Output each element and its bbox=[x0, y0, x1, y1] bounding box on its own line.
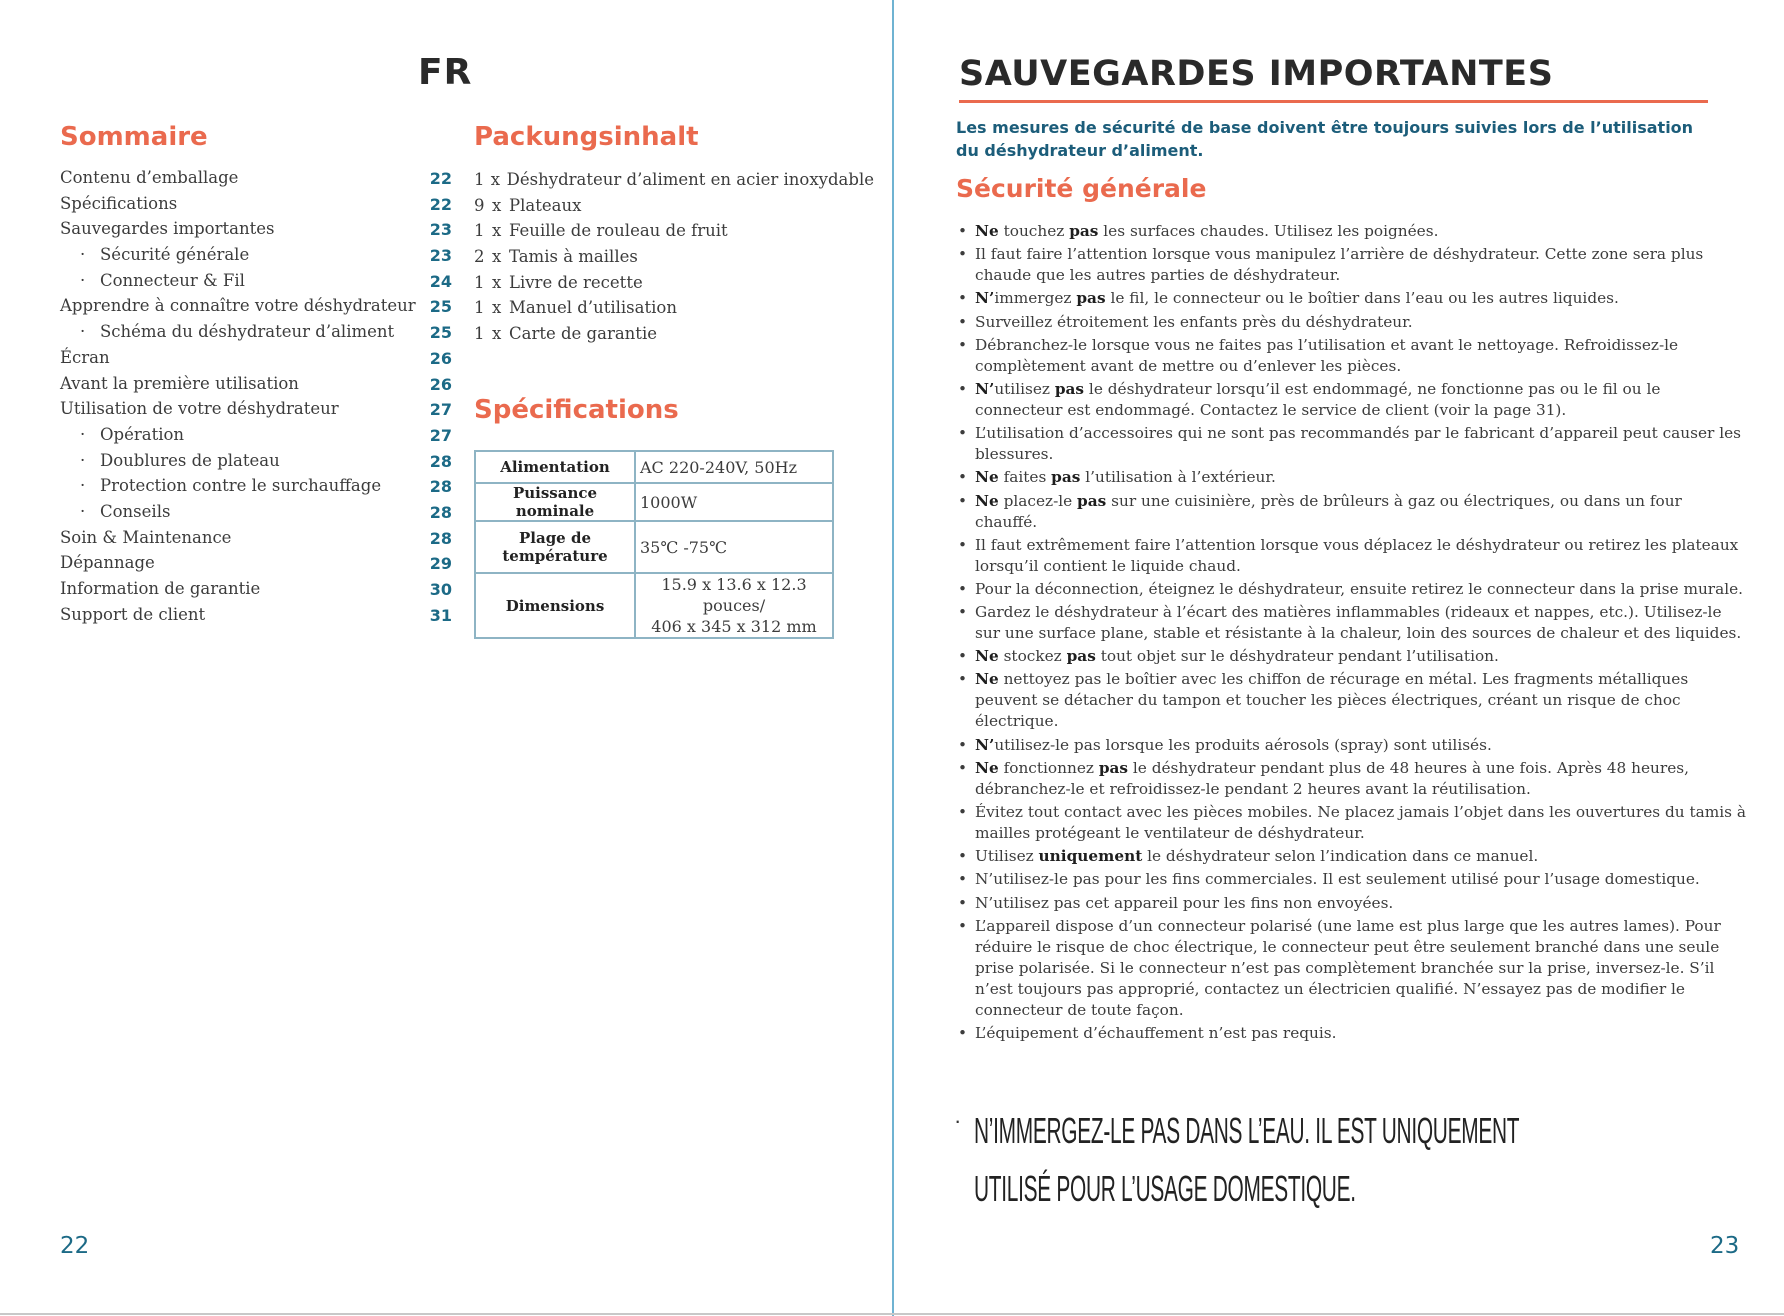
warning-line-2: UTILISÉ POUR L’USAGE DOMESTIQUE. bbox=[974, 1168, 1356, 1209]
emphasis: pas bbox=[1066, 647, 1096, 666]
toc-label: Schéma du déshydrateur d’aliment bbox=[100, 322, 395, 342]
toc-label: Soin & Maintenance bbox=[60, 527, 232, 547]
language-label: FR bbox=[418, 52, 473, 93]
spec-heading: Spécifications bbox=[474, 395, 679, 425]
toc-row bbox=[60, 374, 452, 400]
safety-item bbox=[956, 602, 1746, 644]
spec-key: Dimensions bbox=[475, 573, 635, 638]
toc-page-number: 27 bbox=[429, 425, 452, 445]
pack-item bbox=[474, 273, 874, 299]
list-bullet: • bbox=[958, 735, 968, 754]
spec-value: AC 220-240V, 50Hz bbox=[635, 451, 833, 483]
safety-item bbox=[956, 535, 1746, 577]
safety-item bbox=[956, 467, 1746, 488]
list-bullet: • bbox=[958, 870, 968, 889]
list-bullet: • bbox=[958, 758, 968, 777]
item-text: l’utilisation à l’extérieur. bbox=[1080, 468, 1276, 487]
toc-row bbox=[60, 168, 452, 194]
pack-times: x bbox=[492, 324, 502, 344]
pack-qty: 1 bbox=[474, 272, 485, 292]
item-text: N’utilisez-le pas pour les fins commerciales. Il est seulement utilisé pour l’usage domestique. bbox=[975, 870, 1700, 889]
item-text: immergez bbox=[994, 289, 1077, 308]
item-text: Évitez tout contact avec les pièces mobiles. Ne placez jamais l’objet dans les ouvertures du tamis à mailles protégeant le ventilateur de déshydrateur. bbox=[975, 803, 1746, 842]
spec-value bbox=[635, 573, 833, 638]
pack-label: Manuel d’utilisation bbox=[509, 298, 677, 318]
toc-label: Opération bbox=[100, 424, 185, 444]
toc-label: Sauvegardes importantes bbox=[60, 219, 275, 239]
toc-bullet: · bbox=[80, 424, 86, 444]
intro-text: Les mesures de sécurité de base doivent être toujours suivies lors de l’utilisation du déshydrateur d’aliment. bbox=[956, 118, 1694, 160]
pack-qty: 1 bbox=[474, 324, 485, 344]
toc-bullet: · bbox=[80, 501, 86, 521]
toc-row bbox=[60, 528, 452, 554]
safety-item bbox=[956, 221, 1746, 242]
emphasis: pas bbox=[1069, 222, 1099, 240]
item-text: Il faut faire l’attention lorsque vous manipulez l’arrière de déshydrateur. Cette zone sera plus chaude que les autres parties de déshydrateur. bbox=[975, 245, 1704, 285]
toc-page-number: 27 bbox=[429, 400, 452, 420]
emphasis: Ne bbox=[975, 670, 999, 689]
toc-row bbox=[60, 579, 452, 605]
toc-page-number: 26 bbox=[429, 374, 452, 394]
page-number-right: 23 bbox=[1710, 1233, 1740, 1259]
page-title: SAUVEGARDES IMPORTANTES bbox=[959, 54, 1554, 94]
pack-label: Plateaux bbox=[509, 195, 582, 215]
safety-item bbox=[956, 423, 1746, 465]
pack-label: Feuille de rouleau de fruit bbox=[509, 221, 728, 241]
list-bullet: • bbox=[958, 335, 968, 354]
pack-times: x bbox=[492, 298, 502, 318]
toc-row bbox=[60, 194, 452, 220]
spec-key: Alimentation bbox=[475, 451, 635, 483]
emphasis: pas bbox=[1054, 379, 1085, 398]
toc-page-number: 26 bbox=[429, 348, 452, 368]
pack-item bbox=[474, 298, 874, 324]
toc-page-number: 22 bbox=[429, 169, 452, 188]
safety-item bbox=[956, 335, 1746, 377]
spec-table bbox=[474, 450, 834, 639]
item-text: tout objet sur le déshydrateur pendant l’utilisation. bbox=[1095, 647, 1499, 666]
emphasis: pas bbox=[1051, 468, 1081, 487]
toc-label: Connecteur & Fil bbox=[100, 270, 245, 290]
toc-row bbox=[60, 605, 452, 631]
safety-item bbox=[956, 244, 1746, 286]
toc-page-number: 23 bbox=[429, 220, 452, 240]
spec-value: 1000W bbox=[635, 483, 833, 521]
pack-times: x bbox=[492, 195, 502, 215]
pack-item bbox=[474, 247, 874, 273]
item-text: fonctionnez bbox=[998, 758, 1099, 777]
item-text: Gardez le déshydrateur à l’écart des matières inflammables (rideaux et nappes, etc.). Utilisez-le sur une surface plane, stable et résistante à la chaleur, loin des sources de chaleur et des liquides. bbox=[975, 603, 1742, 643]
pack-qty: 1 bbox=[474, 170, 485, 189]
toc-bullet: · bbox=[80, 322, 86, 342]
safety-item bbox=[956, 579, 1746, 600]
item-text: Débranchez-le lorsque vous ne faites pas l’utilisation et avant le nettoyage. Refroidissez-le complètement avant de mettre ou d’enlever les pièces. bbox=[975, 335, 1679, 375]
safety-list bbox=[956, 221, 1746, 1046]
pack-item bbox=[474, 324, 874, 350]
toc-page-number: 23 bbox=[429, 246, 452, 266]
toc-label: Sécurité générale bbox=[100, 245, 250, 265]
spec-row bbox=[475, 573, 833, 638]
list-bullet: • bbox=[958, 603, 968, 622]
safety-item bbox=[956, 646, 1746, 667]
item-text: L’utilisation d’accessoires qui ne sont pas recommandés par le fabricant d’appareil peut causer les blessures. bbox=[975, 424, 1742, 464]
pack-times: x bbox=[490, 170, 501, 189]
list-bullet: • bbox=[958, 424, 968, 443]
toc-page-number: 22 bbox=[429, 194, 452, 214]
emphasis: Ne bbox=[975, 647, 999, 666]
pack-label: Déshydrateur d’aliment en acier inoxydable bbox=[506, 170, 874, 189]
list-bullet: • bbox=[958, 847, 968, 866]
item-text: utilisez bbox=[994, 379, 1055, 398]
title-rule bbox=[959, 100, 1708, 103]
emphasis: Ne bbox=[975, 491, 999, 510]
safety-item bbox=[956, 846, 1746, 867]
section-heading: Sécurité générale bbox=[956, 174, 1207, 203]
list-bullet: • bbox=[958, 222, 968, 240]
list-bullet: • bbox=[958, 670, 968, 689]
list-bullet: • bbox=[958, 245, 968, 264]
emphasis: Ne bbox=[975, 468, 999, 487]
list-bullet: • bbox=[958, 916, 968, 935]
emphasis: pas bbox=[1076, 289, 1106, 308]
safety-item bbox=[956, 758, 1746, 800]
pack-heading: Packungsinhalt bbox=[474, 122, 699, 152]
list-bullet: • bbox=[958, 803, 968, 821]
toc-label: Contenu d’emballage bbox=[60, 168, 239, 187]
item-text: utilisez-le pas lorsque les produits aérosols (spray) sont utilisés. bbox=[994, 735, 1492, 754]
pack-times: x bbox=[492, 272, 502, 292]
item-text: Surveillez étroitement les enfants près du déshydrateur. bbox=[975, 312, 1413, 331]
toc-row bbox=[60, 219, 452, 245]
toc-label: Avant la première utilisation bbox=[60, 373, 299, 393]
safety-item bbox=[956, 735, 1746, 756]
safety-item bbox=[956, 893, 1746, 914]
list-bullet: • bbox=[958, 647, 968, 666]
toc-label: Protection contre le surchauffage bbox=[100, 476, 382, 496]
toc-row bbox=[60, 245, 452, 271]
safety-item bbox=[956, 916, 1746, 1021]
list-bullet: • bbox=[958, 289, 968, 308]
warning-line-1: N’IMMERGEZ-LE PAS DANS L’EAU. IL EST UNIQUEMENT bbox=[974, 1110, 1520, 1151]
pack-times: x bbox=[492, 247, 502, 267]
spec-key: Puissance nominale bbox=[475, 483, 635, 521]
toc-row bbox=[60, 399, 452, 425]
toc-page-number: 24 bbox=[429, 271, 452, 291]
item-text: N’utilisez pas cet appareil pour les fins non envoyées. bbox=[975, 893, 1394, 912]
toc-label: Dépannage bbox=[60, 553, 155, 573]
pack-label: Carte de garantie bbox=[509, 324, 657, 344]
item-text: stockez bbox=[998, 647, 1067, 666]
spec-row bbox=[475, 483, 833, 521]
safety-item bbox=[956, 802, 1746, 844]
toc-row bbox=[60, 451, 452, 477]
toc-row bbox=[60, 271, 452, 297]
spec-key: Plage de température bbox=[475, 521, 635, 573]
pack-label: Tamis à mailles bbox=[509, 247, 638, 267]
item-text: L’équipement d’échauffement n’est pas requis. bbox=[975, 1023, 1337, 1042]
item-text: Utilisez bbox=[975, 847, 1039, 866]
pack-qty: 1 bbox=[474, 221, 485, 241]
item-text: Pour la déconnection, éteignez le déshydrateur, ensuite retirez le connecteur dans la prise murale. bbox=[975, 579, 1744, 598]
toc-label: Support de client bbox=[60, 604, 206, 624]
list-bullet: • bbox=[958, 535, 968, 554]
toc-row bbox=[60, 322, 452, 348]
toc-row bbox=[60, 553, 452, 579]
pack-qty: 9 bbox=[474, 195, 485, 215]
emphasis: uniquement bbox=[1038, 847, 1143, 866]
warning-text bbox=[974, 1102, 1520, 1218]
item-text: le déshydrateur pendant plus de 48 heures à une fois. Après 48 heures, débranchez-le et refroidissez-le pendant 2 heures avant la réutilisation. bbox=[975, 758, 1689, 798]
safety-item bbox=[956, 491, 1746, 533]
item-text: le fil, le connecteur ou le boîtier dans l’eau ou les autres liquides. bbox=[1105, 289, 1619, 308]
item-text: Il faut extrêmement faire l’attention lorsque vous déplacez le déshydrateur ou retirez les plateaux lorsqu’il contient le liquide chaud. bbox=[975, 535, 1739, 575]
toc-heading: Sommaire bbox=[60, 122, 208, 152]
toc-page-number: 30 bbox=[429, 580, 452, 599]
toc-label: Écran bbox=[60, 347, 110, 367]
toc-page-number: 28 bbox=[429, 451, 452, 471]
item-text: sur une cuisinière, près de brûleurs à gaz ou électriques, ou dans un four chauffé. bbox=[975, 491, 1682, 531]
toc-row bbox=[60, 502, 452, 528]
page-number-left: 22 bbox=[60, 1233, 90, 1259]
right-page bbox=[894, 0, 1784, 1316]
emphasis: Ne bbox=[975, 758, 999, 777]
emphasis: N’ bbox=[975, 379, 995, 398]
toc-label: Information de garantie bbox=[60, 579, 261, 598]
table-of-contents bbox=[60, 168, 452, 630]
toc-page-number: 28 bbox=[429, 528, 452, 548]
item-text: le déshydrateur lorsqu’il est endommagé, ne fonctionne pas ou le fil ou le connecteur est endommagé. Contactez le service de client (voir la page 31). bbox=[975, 379, 1661, 419]
spec-row bbox=[475, 451, 833, 483]
spec-row bbox=[475, 521, 833, 573]
list-bullet: • bbox=[958, 468, 968, 487]
list-bullet: • bbox=[958, 379, 968, 398]
emphasis: Ne bbox=[975, 222, 999, 240]
toc-page-number: 28 bbox=[429, 502, 452, 522]
safety-item bbox=[956, 669, 1746, 732]
toc-row bbox=[60, 348, 452, 374]
item-text: placez-le bbox=[998, 491, 1078, 510]
item-text: L’appareil dispose d’un connecteur polarisé (une lame est plus large que les autres lames). Pour réduire le risque de choc électrique, le connecteur peut être seulement branché dans une seule prise polarisée. Si le connecteur n’est pas complètement branchée sur la prise, inversez-le. S’il n’est toujours pas approprié, contactez un électricien qualifié. N’essayez pas de modifier le connecteur de toute façon. bbox=[975, 916, 1721, 1019]
toc-page-number: 31 bbox=[429, 605, 452, 625]
emphasis: N’ bbox=[975, 289, 995, 308]
warning-bullet: · bbox=[954, 1108, 962, 1133]
toc-bullet: · bbox=[80, 476, 86, 496]
toc-bullet: · bbox=[80, 450, 86, 470]
pack-times: x bbox=[492, 221, 502, 241]
toc-bullet: · bbox=[80, 270, 86, 290]
toc-label: Apprendre à connaître votre déshydrateur bbox=[60, 296, 416, 316]
toc-bullet: · bbox=[80, 245, 86, 265]
safety-item bbox=[956, 288, 1746, 309]
toc-page-number: 28 bbox=[429, 477, 452, 497]
list-bullet: • bbox=[958, 1023, 968, 1042]
safety-item bbox=[956, 379, 1746, 421]
list-bullet: • bbox=[958, 312, 968, 331]
toc-label: Spécifications bbox=[60, 193, 178, 213]
toc-row bbox=[60, 296, 452, 322]
dim-line-2: 406 x 345 x 312 mm bbox=[651, 617, 817, 636]
pack-item bbox=[474, 170, 874, 196]
list-bullet: • bbox=[958, 491, 968, 510]
package-contents-list bbox=[474, 170, 874, 350]
list-bullet: • bbox=[958, 579, 968, 598]
emphasis: pas bbox=[1077, 491, 1107, 510]
pack-qty: 2 bbox=[474, 247, 485, 267]
pack-label: Livre de recette bbox=[509, 272, 643, 292]
list-bullet: • bbox=[958, 893, 968, 912]
dim-line-1: 15.9 x 13.6 x 12.3 pouces/ bbox=[661, 575, 807, 615]
spec-value: 35℃ -75℃ bbox=[635, 521, 833, 573]
emphasis: N’ bbox=[975, 735, 995, 754]
toc-page-number: 25 bbox=[429, 297, 452, 317]
toc-page-number: 29 bbox=[429, 554, 452, 574]
pack-item bbox=[474, 221, 874, 247]
item-text: nettoyez pas le boîtier avec les chiffon de récurage en métal. Les fragments métalliques peuvent se détacher du tampon et toucher les pièces électriques, créant un risque de choc électrique. bbox=[975, 670, 1689, 731]
safety-item bbox=[956, 869, 1746, 890]
emphasis: pas bbox=[1098, 758, 1129, 777]
item-text: touchez bbox=[998, 222, 1070, 240]
item-text: le déshydrateur selon l’indication dans ce manuel. bbox=[1142, 847, 1539, 866]
safety-item bbox=[956, 312, 1746, 333]
item-text: les surfaces chaudes. Utilisez les poignées. bbox=[1098, 222, 1439, 240]
toc-page-number: 25 bbox=[429, 323, 452, 343]
toc-row bbox=[60, 476, 452, 502]
toc-label: Conseils bbox=[100, 501, 171, 521]
pack-qty: 1 bbox=[474, 298, 485, 318]
toc-label: Doublures de plateau bbox=[100, 450, 280, 470]
toc-row bbox=[60, 425, 452, 451]
safety-item bbox=[956, 1023, 1746, 1044]
item-text: faites bbox=[998, 468, 1052, 487]
toc-label: Utilisation de votre déshydrateur bbox=[60, 399, 339, 419]
pack-item bbox=[474, 196, 874, 222]
